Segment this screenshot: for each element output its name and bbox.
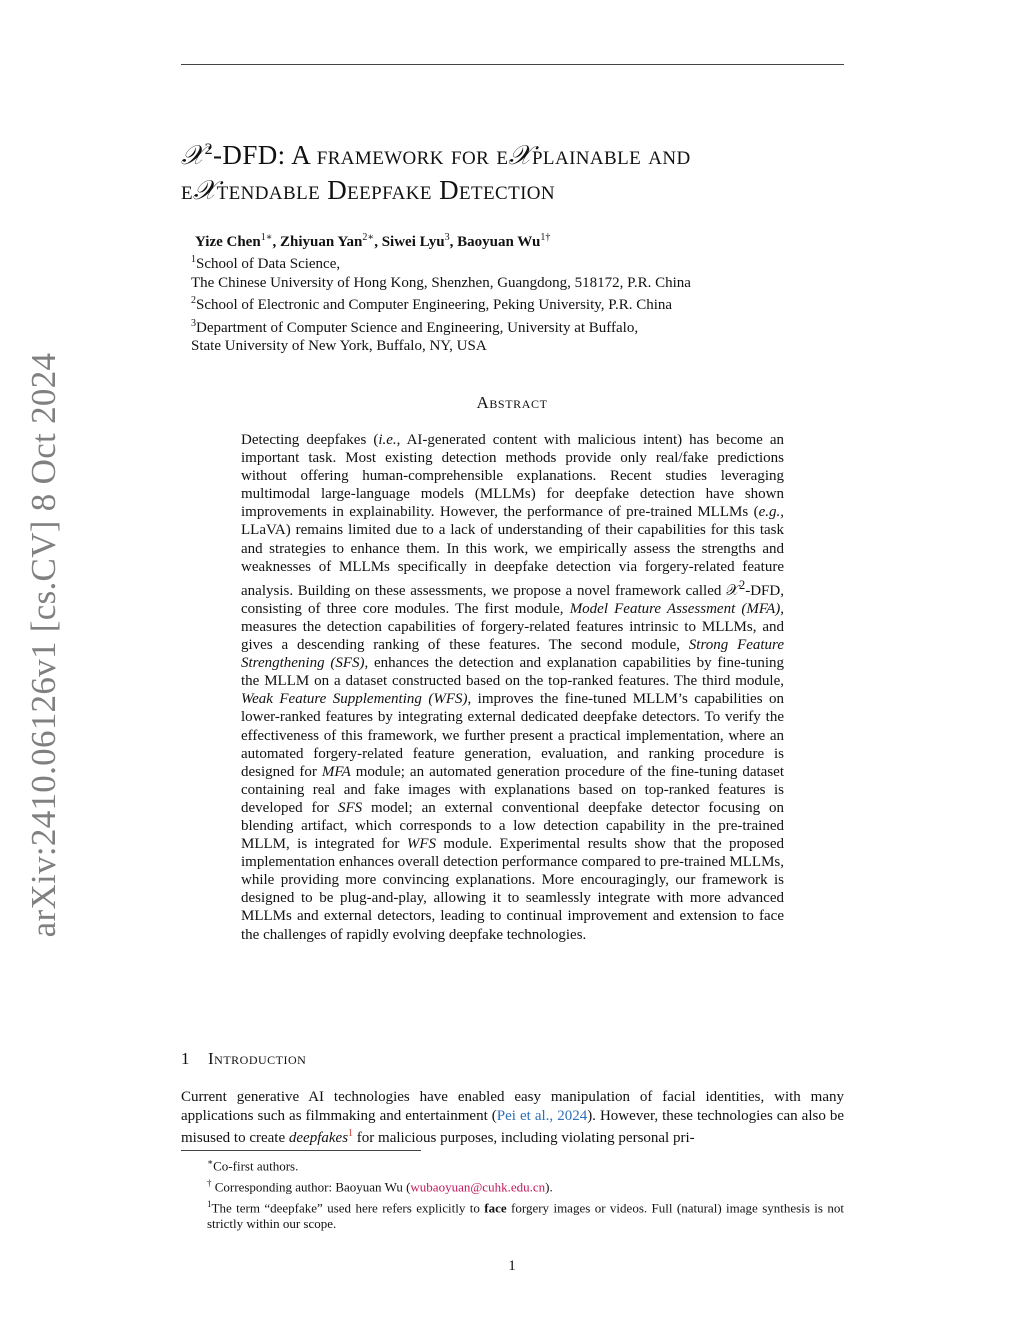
affiliation-line: $^1$School of Data Science,	[191, 254, 341, 272]
footnote: $^1$The term “deepfake” used here refers explicitly to face forgery images or videos. Full (natural) image synthesis is not strictly within our scope.	[207, 1198, 844, 1232]
abstract-text: Detecting deepfakes (i.e., AI-generated content with malicious intent) has become an important task. Most existing detection methods provide only real/fake predictions without offering human-comprehensible explanations. Recent studies leveraging multimodal large-language models (MLLMs) for deepfake detection have shown improvements in explainability. However, the performance of pre-trained MLLMs (e.g., LLaVA) remains limited due to a lack of understanding of their capabilities for this task and strategies to enhance them. In this work, we empirically assess the strengths and weaknesses of MLLMs specifically in deepfake detection via forgery-related feature analysis. Building on these assessments, we propose a novel framework called 𝒳$^2$-DFD, consisting of three core modules. The first module, Model Feature Assessment (MFA), measures the detection capabilities of forgery-related features intrinsic to MLLMs, and gives a descending ranking of these features. The second module, Strong Feature Strengthening (SFS), enhances the detection and explanation capabilities by fine-tuning the MLLM on a dataset constructed based on the top-ranked features. The third module, Weak Feature Supplementing (WFS), improves the fine-tuned MLLM’s capabilities on lower-ranked features by integrating external dedicated deepfake detectors. To verify the effectiveness of this framework, we further present a practical implementation, where an automated forgery-related feature generation, evaluation, and ranking procedure is designed for MFA module; an automated generation procedure of the fine-tuning dataset containing real and fake images with explanations based on top-ranked features is developed for SFS model; an external conventional deepfake detector focusing on blending artifact, which corresponds to a low detection capability in the pre-trained MLLM, is integrated for WFS module. Experimental results show that the proposed implementation enhances overall detection performance compared to pre-trained MLLMs, while providing more convincing explanations. More encouragingly, our framework is designed to be plug-and-play, allowing it to seamlessly integrate with more advanced MLLMs and external detectors, leading to continual improvement and extension to face the challenges of rapidly evolving deepfake technologies.	[241, 432, 785, 943]
abstract-heading: Abstract	[476, 393, 548, 412]
affiliations	[191, 251, 831, 356]
footnote-rule	[181, 1150, 421, 1151]
author-name: Yize Chen	[195, 234, 261, 250]
section-heading-introduction: 1 Introduction	[181, 1049, 307, 1068]
author-name: Baoyuan Wu	[457, 234, 541, 250]
footnote: ∗Co-first authors.	[207, 1157, 299, 1174]
title-line-2: e𝒳tendable Deepfake Detection	[181, 175, 556, 206]
affiliation-line: State University of New York, Buffalo, NY, USA	[191, 338, 487, 354]
footnotes	[181, 1154, 844, 1233]
introduction-text: Current generative AI technologies have enabled easy manipulation of facial identities, with many applications such as filmmaking and entertainment (Pei et al., 2024). However, these technologies can also be misused to create deepfakes$^1$ for malicious purposes, including violating personal pri-	[181, 1089, 845, 1146]
arxiv-identifier[interactable]: arXiv:2410.06126v1 [cs.CV] 8 Oct 2024	[24, 352, 63, 938]
title-line-1: 𝒳$^2$-DFD: A framework for e𝒳plainable and	[181, 140, 691, 171]
affiliation-line: $^2$School of Electronic and Computer Engineering, Peking University, P.R. China	[191, 295, 673, 313]
citation-link[interactable]: Pei et al., 2024	[496, 1107, 588, 1124]
page-number: 1	[508, 1258, 516, 1274]
footnote-ref-link[interactable]: 1	[348, 1128, 354, 1139]
author-name: Zhiyuan Yan	[279, 234, 363, 250]
paper-title	[181, 132, 861, 208]
header-rule	[181, 64, 844, 65]
email-link[interactable]: wubaoyuan@cuhk.edu.cn	[410, 1179, 546, 1195]
affiliation-line: The Chinese University of Hong Kong, Shenzhen, Guangdong, 518172, P.R. China	[191, 274, 691, 291]
affiliation-line: $^3$Department of Computer Science and Engineering, University at Buffalo,	[191, 317, 639, 336]
author-list: Yize Chen$^{1∗}$, Zhiyuan Yan$^{2∗}$, Siwei Lyu$^3$, Baoyuan $Wu^{1\dagger}$	[195, 232, 551, 250]
footnote: † Corresponding author: Baoyuan Wu (wubaoyuan@cuhk.edu.cn).	[207, 1177, 553, 1195]
author-name: Siwei Lyu	[381, 234, 445, 250]
